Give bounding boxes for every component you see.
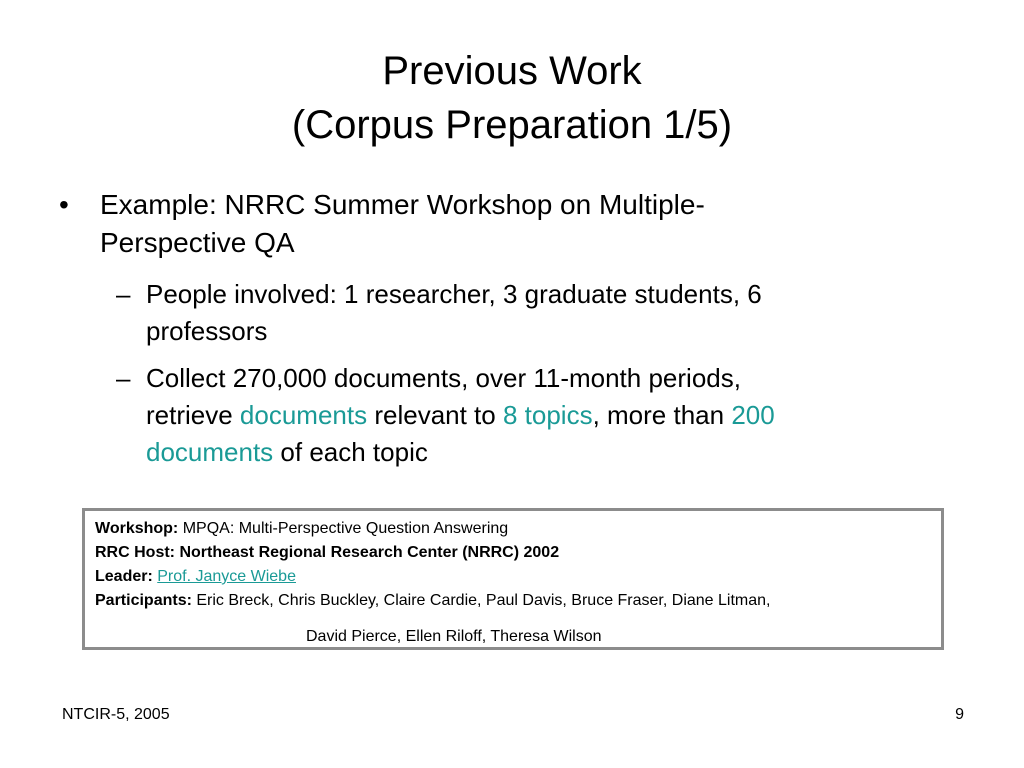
leader-label: Leader: <box>95 568 153 585</box>
sub-bullet-collect <box>116 360 916 471</box>
bullet-marker: • <box>59 189 69 220</box>
participants-line-1: Eric Breck, Chris Buckley, Claire Cardie, Paul Davis, Bruce Fraser, Diane Litman, <box>191 592 771 609</box>
participants-line-2: David Pierce, Ellen Riloff, Theresa Wilson <box>306 628 602 645</box>
participants-continued <box>306 625 941 649</box>
leader-row <box>95 565 941 589</box>
sub-bullet-people <box>116 276 916 350</box>
relevant-to-text: relevant to <box>367 400 503 430</box>
title-line-2: (Corpus Preparation 1/5) <box>291 103 733 147</box>
retrieve-text: retrieve <box>146 400 240 430</box>
sub-bullet-text <box>146 360 916 471</box>
sub-bullet-line-2: professors <box>146 316 268 346</box>
sub-bullet-marker: – <box>116 279 131 309</box>
workshop-label: Workshop: <box>95 520 179 537</box>
slide-title <box>0 44 1024 152</box>
host-text: RRC Host: Northeast Regional Research Center (NRRC) 2002 <box>95 544 560 561</box>
title-line-1: Previous Work <box>382 49 642 93</box>
footer-conference: NTCIR-5, 2005 <box>62 706 170 723</box>
workshop-info-box <box>82 508 944 650</box>
documents-highlight: documents <box>239 400 368 430</box>
participants-label: Participants: <box>95 592 192 609</box>
sub-bullet-line-1: Collect 270,000 documents, over 11-month periods, <box>146 363 741 393</box>
bullet-line-2: Perspective QA <box>100 227 295 258</box>
sub-bullet-text <box>146 276 916 350</box>
leader-link[interactable]: Prof. Janyce Wiebe <box>157 568 296 585</box>
sub-bullet-marker: – <box>116 363 131 393</box>
workshop-value: MPQA: Multi-Perspective Question Answering <box>178 520 509 537</box>
workshop-row <box>95 517 941 541</box>
topics-highlight: 8 topics <box>502 400 593 430</box>
count-highlight: 200 <box>731 400 775 430</box>
bullet-text <box>100 186 859 262</box>
sub-bullet-line-1: People involved: 1 researcher, 3 graduate students, 6 <box>146 279 762 309</box>
more-than-text: , more than <box>592 400 732 430</box>
documents-highlight-2: documents <box>146 437 274 467</box>
bullet-item-workshop <box>59 186 859 262</box>
host-row <box>95 541 941 565</box>
each-topic-text: of each topic <box>273 437 428 467</box>
page-number: 9 <box>955 706 964 723</box>
participants-row <box>95 589 941 613</box>
bullet-line-1: Example: NRRC Summer Workshop on Multiple- <box>100 189 705 220</box>
